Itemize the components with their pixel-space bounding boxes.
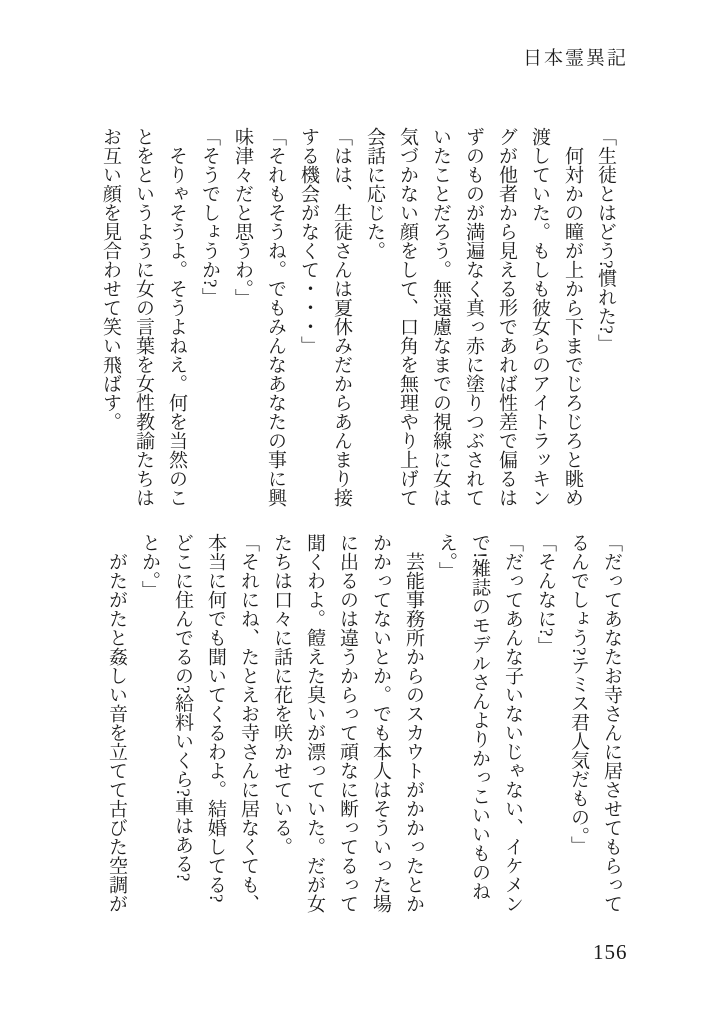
text-column: 何対かの瞳が上から下までじろじろと眺め — [562, 146, 583, 507]
text-column: 本当に何でも聞いてくるわよ。結婚してる? — [205, 533, 226, 903]
text-column: 「だってあんな子いないじゃない、イケメン — [502, 533, 523, 913]
text-column: たちは口々に話に花を咲かせている。 — [271, 533, 292, 856]
page-number: 156 — [593, 940, 628, 964]
text-column: ずのものが満遍なく真っ赤に塗りつぶされて — [463, 127, 484, 507]
text-column: 聞くわよ。饐えた臭いが漂っていた。だが女 — [304, 533, 325, 913]
text-column: 「それもそうね。でもみんなあなたの事に興 — [265, 127, 286, 507]
text-column: 「はは、生徒さんは夏休みだからあんまり接 — [331, 127, 352, 507]
text-column: 「生徒とはどう?慣れた?」 — [595, 127, 616, 353]
text-column: がたがたと姦しい音を立てて古びた空調が — [106, 552, 127, 913]
text-column: 「それにね、たとえお寺さんに居なくても、 — [238, 533, 259, 913]
text-column: とか。」 — [139, 533, 160, 600]
running-header-title: 日本霊異記 — [523, 48, 629, 69]
text-column: いたことだろう。無遠慮なまでの視線に女は — [430, 127, 451, 507]
text-column: で!雑誌のモデルさんよりかっこいいものね — [469, 533, 490, 901]
text-column: 渡していた。もしも彼女らのアイトラッキン — [529, 127, 550, 507]
text-column: かかってないとか。でも本人はそういった場 — [370, 533, 391, 913]
text-block-top — [94, 127, 622, 517]
text-column: 味津々だと思うわ。」 — [232, 127, 253, 308]
text-column: お互い顔を見合わせて笑い飛ばす。 — [100, 127, 121, 431]
text-column: どこに住んでるの?給料いくら?車はある? — [172, 533, 193, 882]
text-column: え。」 — [436, 533, 457, 581]
text-column: に出るのは違うからって頑なに断ってるって — [337, 533, 358, 913]
text-column: 会話に応じた。 — [364, 127, 385, 260]
text-column: グが他者から見える形であれば性差で偏るは — [496, 127, 517, 507]
text-column: るんでしょう?テミス君人気だもの。」 — [568, 533, 589, 855]
text-column: 「そんなに?」 — [535, 533, 556, 656]
text-column: 「だってあなたお寺さんに居させてもらって — [601, 533, 622, 913]
text-column: 芸能事務所からのスカウトがかかったとか — [403, 552, 424, 913]
text-column: 「そうでしょうか?」 — [199, 127, 220, 307]
text-column: 気づかない顔をして、口角を無理やり上げて — [397, 127, 418, 507]
text-column: そりゃそうよ。そうよねえ。何を当然のこ — [166, 146, 187, 507]
text-column: する機会がなくて・・・」 — [298, 127, 319, 355]
text-block-bottom — [100, 533, 628, 923]
text-column: とをというように女の言葉を女性教諭たちは — [133, 127, 154, 507]
